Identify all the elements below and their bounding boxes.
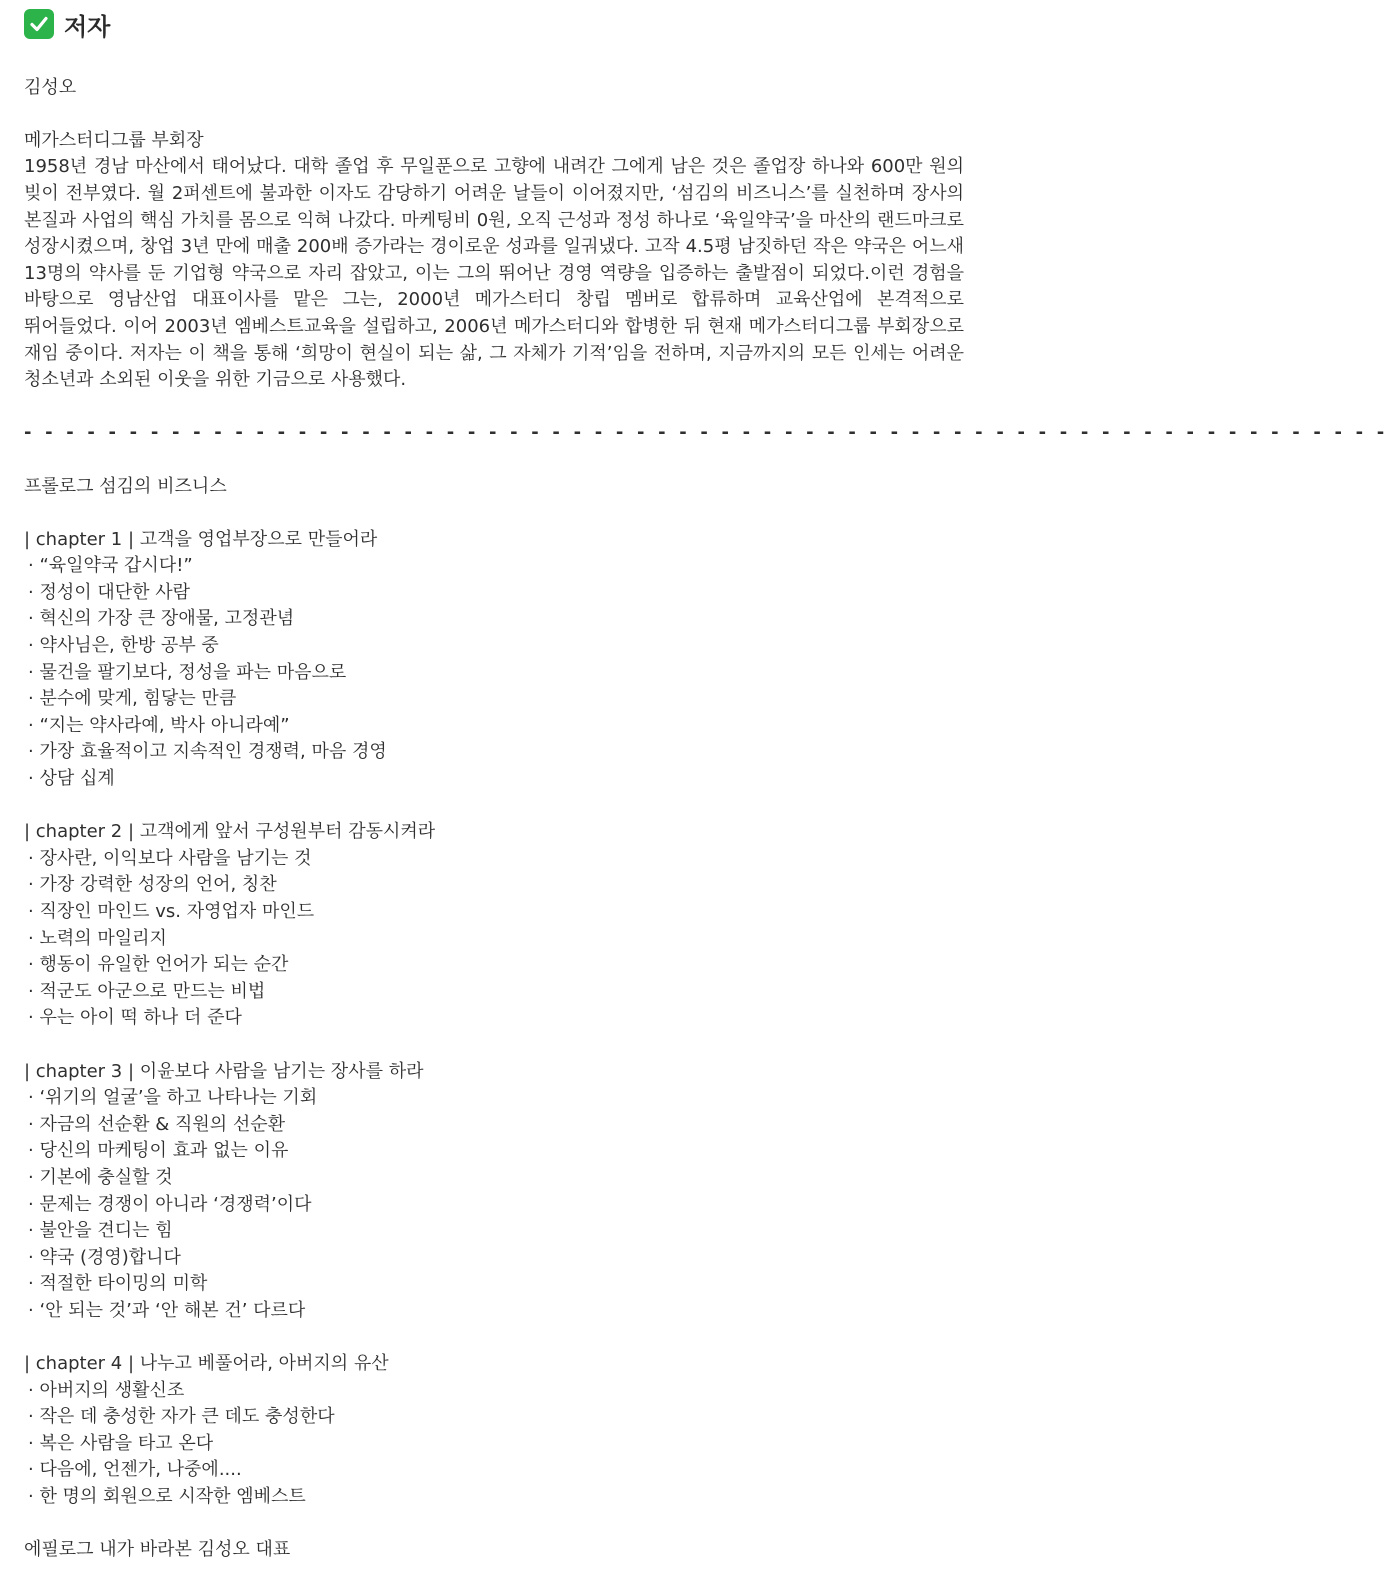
list-item: · 문제는 경쟁이 아니라 ‘경쟁력’이다 <box>28 1193 312 1215</box>
divider-line: - - - - - - - - - - - - - - - - - - - - - - - - - - - - - - - - - - - - - - - - - - - - - - - - - - - - - - - - - - - - - - - - - <box>24 422 1388 444</box>
list-item: · 가장 강력한 성장의 언어, 칭찬 <box>28 874 277 896</box>
list-item: · 행동이 유일한 언어가 되는 순간 <box>28 954 289 976</box>
list-item: · 상담 십계 <box>28 768 115 790</box>
list-item: · 자금의 선순환 & 직원의 선순환 <box>28 1113 286 1135</box>
list-item: · 물건을 팔기보다, 정성을 파는 마음으로 <box>28 661 347 683</box>
list-item: · 장사란, 이익보다 사람을 남기는 것 <box>28 847 312 869</box>
author-role: 메가스터디그룹 부회장 <box>24 129 204 151</box>
list-item: · 약사님은, 한방 공부 중 <box>28 635 219 657</box>
list-item: · “육일약국 갑시다!” <box>28 555 193 577</box>
list-item: · 작은 데 충성한 자가 큰 데도 충성한다 <box>28 1406 335 1428</box>
list-item: · 당신의 마케팅이 효과 없는 이유 <box>28 1140 289 1162</box>
section-title: 저자 <box>64 12 111 41</box>
toc-chapter-2 <box>24 819 967 1032</box>
list-item: · 정성이 대단한 사람 <box>28 581 190 603</box>
list-item: · 혁신의 가장 큰 장애물, 고정관념 <box>28 608 295 630</box>
list-item: · 복은 사람을 타고 온다 <box>28 1432 214 1454</box>
list-item: · 적절한 타이밍의 미학 <box>28 1273 208 1295</box>
list-item: · 우는 아이 떡 하나 더 준다 <box>28 1007 242 1029</box>
list-item: · 가장 효율적이고 지속적인 경쟁력, 마음 경영 <box>28 741 387 763</box>
toc-epilogue: 에필로그 내가 바라본 김성오 대표 <box>24 1539 291 1561</box>
author-name: 김성오 <box>24 76 77 98</box>
toc-chapter-4 <box>24 1351 967 1511</box>
check-mark-button-icon <box>24 9 54 39</box>
list-item: · ‘안 되는 것’과 ‘안 해본 건’ 다르다 <box>28 1299 306 1321</box>
author-bio: 1958년 경남 마산에서 태어났다. 대학 졸업 후 무일푼으로 고향에 내려간 그에게 남은 것은 졸업장 하나와 600만 원의 빚이 전부였다. 월 2퍼센트에 불과한 이자도 감당하기 어려운 날들이 이어졌지만, ‘섬김의 비즈니스’를 실천하며 장사의 본질과 사업의 핵심 가치를 몸으로 익혀 나갔다. 마케팅비 0원, 오직 근성과 정성 하나로 ‘육일약국’을 마산의 랜드마크로 성장시켰으며, 창업 3년 만에 매출 200배 증가라는 경이로운 성과를 일궈냈다. 고작 4.5평 남짓하던 작은 약국은 어느새 13명의 약사를 둔 기업형 약국으로 자리 잡았고, 이는 그의 뛰어난 경영 역량을 입증하는 출발점이 되었다.이런 경험을 바탕으로 영남산업 대표이사를 맡은 그는, 2000년 메가스터디 창립 멤버로 합류하며 교육산업에 본격적으로 뛰어들었다. 이어 2003년 엠베스트교육을 설립하고, 2006년 메가스터디와 합병한 뒤 현재 메가스터디그룹 부회장으로 재임 중이다. 저자는 이 책을 통해 ‘희망이 현실이 되는 삶, 그 자체가 기적’임을 전하며, 지금까지의 모든 인세는 어려운 청소년과 소외된 이웃을 위한 기금으로 사용했다. <box>24 156 964 391</box>
list-item: · 기본에 충실할 것 <box>28 1166 173 1188</box>
list-item: · ‘위기의 얼굴’을 하고 나타나는 기회 <box>28 1087 318 1109</box>
list-item: · 분수에 맞게, 힘닿는 만큼 <box>28 688 237 710</box>
list-item: · 아버지의 생활신조 <box>28 1379 185 1401</box>
chapter-heading: | chapter 3 | 이윤보다 사람을 남기는 장사를 하라 <box>24 1060 424 1082</box>
toc-prologue: 프롤로그 섬김의 비즈니스 <box>24 475 227 497</box>
chapter-heading: | chapter 4 | 나누고 베풀어라, 아버지의 유산 <box>24 1353 389 1375</box>
chapter-heading: | chapter 2 | 고객에게 앞서 구성원부터 감동시켜라 <box>24 821 436 843</box>
toc-chapter-3 <box>24 1059 967 1325</box>
list-item: · 적군도 아군으로 만드는 비법 <box>28 980 266 1002</box>
list-item: · 불안을 견디는 힘 <box>28 1220 173 1242</box>
list-item: · 다음에, 언젠가, 나중에.... <box>28 1459 242 1481</box>
list-item: · 노력의 마일리지 <box>28 927 167 949</box>
list-item: · “지는 약사라예, 박사 아니라예” <box>28 714 290 736</box>
list-item: · 직장인 마인드 vs. 자영업자 마인드 <box>28 901 315 922</box>
list-item: · 약국 (경영)합니다 <box>28 1246 181 1268</box>
toc-chapter-1 <box>24 527 967 793</box>
section-heading <box>24 0 967 48</box>
chapter-heading: | chapter 1 | 고객을 영업부장으로 만들어라 <box>24 528 378 550</box>
list-item: · 한 명의 회원으로 시작한 엠베스트 <box>28 1486 306 1508</box>
